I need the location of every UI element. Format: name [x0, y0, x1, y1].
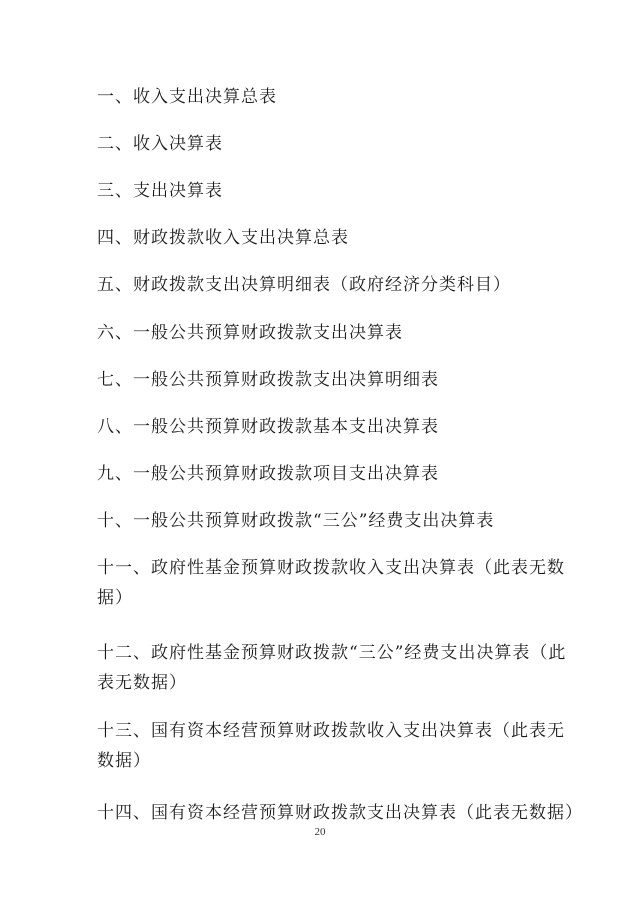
list-item-text-continued: 据）: [97, 588, 133, 608]
list-item: [97, 506, 552, 536]
page-number: 20: [314, 826, 326, 838]
list-item-text: 一、收入支出决算总表: [97, 87, 277, 107]
list-item-text: 九、一般公共预算财政拨款项目支出决算表: [97, 464, 439, 484]
list-item-text: 三、支出决算表: [97, 181, 223, 201]
list-item-text-continued: 表无数据）: [97, 673, 187, 693]
list-item: [97, 318, 552, 348]
list-item-text: 十四、国有资本经营预算财政拨款支出决算表（此表无数据）: [97, 803, 583, 823]
list-item-text: 二、收入决算表: [97, 134, 223, 154]
list-item: [97, 176, 552, 206]
list-item: [97, 223, 552, 253]
list-item-text-continued: 数据）: [97, 751, 151, 771]
list-item: [97, 638, 567, 698]
list-item: [97, 798, 583, 828]
list-item-text: 四、财政拨款收入支出决算总表: [97, 228, 349, 248]
list-item-text: 十三、国有资本经营预算财政拨款收入支出决算表（此表无: [97, 721, 565, 741]
list-item-text: 十一、政府性基金预算财政拨款收入支出决算表（此表无数: [97, 558, 565, 578]
list-item: [97, 82, 552, 112]
list-item-text: 六、一般公共预算财政拨款支出决算表: [97, 323, 403, 343]
list-item: [97, 129, 552, 159]
list-item-text: 十二、政府性基金预算财政拨款“三公”经费支出决算表（此: [97, 643, 567, 663]
list-item-text: 八、一般公共预算财政拨款基本支出决算表: [97, 417, 439, 437]
list-item: [97, 270, 552, 300]
list-item-text: 五、财政拨款支出决算明细表（政府经济分类科目）: [97, 275, 511, 295]
list-item: [97, 365, 552, 395]
list-item-text: 十、一般公共预算财政拨款“三公”经费支出决算表: [97, 511, 495, 531]
list-item: [97, 459, 552, 489]
list-item: [97, 553, 565, 613]
list-item: [97, 716, 565, 776]
list-item: [97, 412, 552, 442]
list-item-text: 七、一般公共预算财政拨款支出决算明细表: [97, 370, 439, 390]
